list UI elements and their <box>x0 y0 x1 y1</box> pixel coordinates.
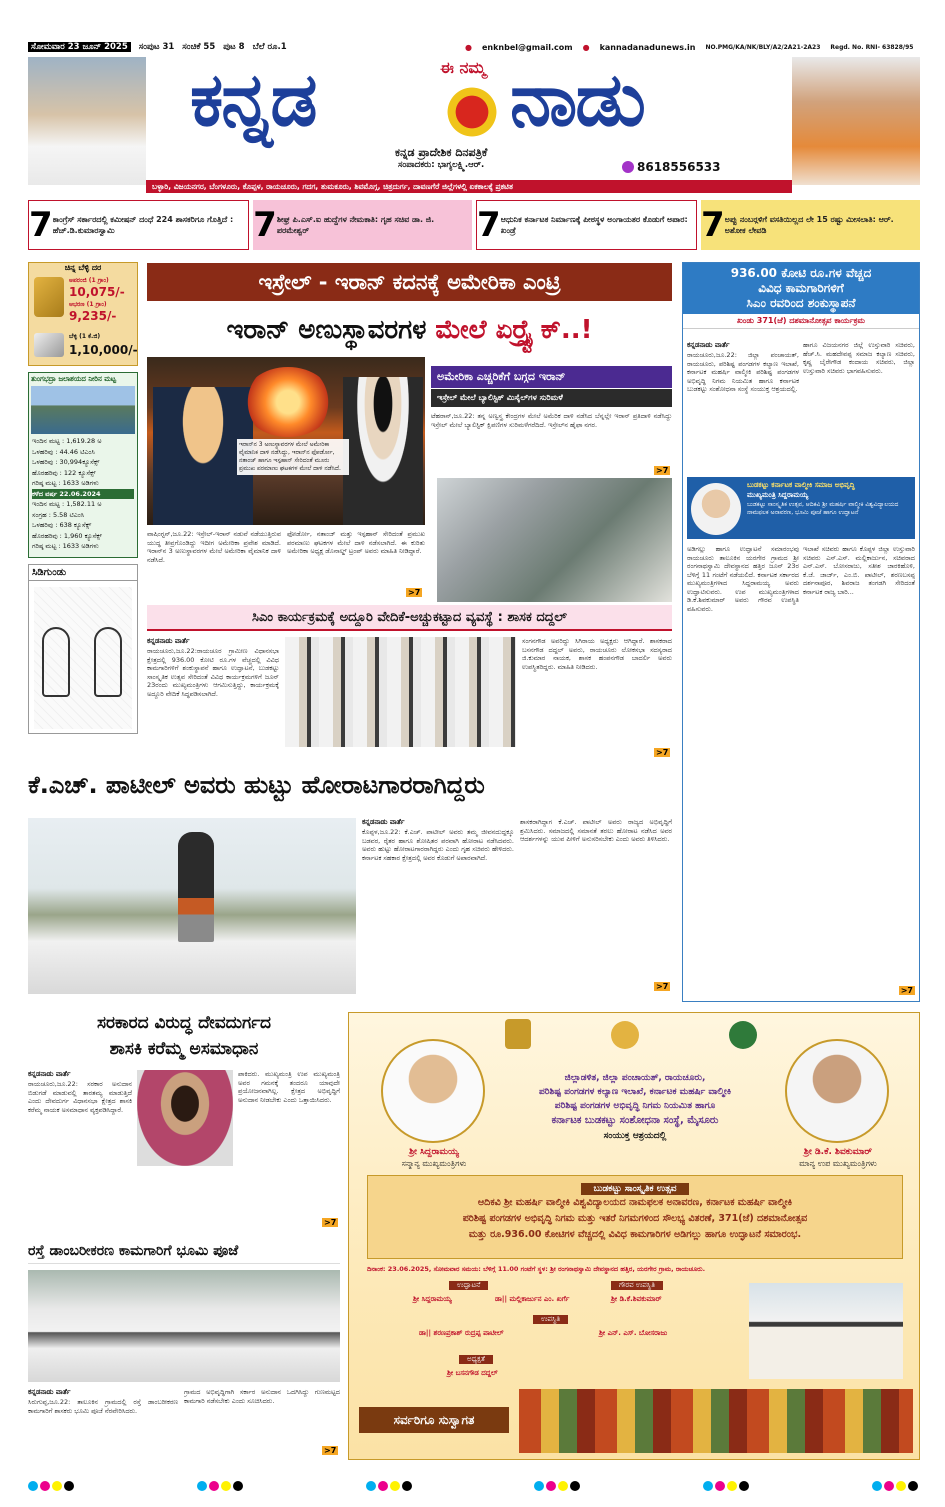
title-small: ಈ ನಮ್ಮ <box>440 58 486 77</box>
welcome-banner: ಸರ್ವರಿಗೂ ಸುಸ್ವಾಗತ <box>359 1407 509 1433</box>
dcm-name: ಶ್ರೀ ಡಿ.ಕೆ. ಶಿವಕುಮಾರ್ <box>803 1147 873 1157</box>
teaser-strip <box>28 200 920 250</box>
feature-body-c: ಅಡಿಗಲ್ಲು ಹಾಗೂ ಉದ್ಘಾಟನೆ ಸಮಾರಂಭವು ರಾಯಚೂರು ತಾಲೂಕಿನ ಯರಗೇರ ಗ್ರಾಮದ ಶ್ರೀ ರಂಗನಾಥಸ್ವಾಮಿ ದೇವಸ್ಥಾನದ ಹತ್ತಿರ ಜೂನ್ 23ರ ಬೆಳಿಗ್ಗೆ 11 ಗಂಟೆಗೆ ನಡೆಯಲಿದೆ. ಕರ್ನಾಟಕ ಸರ್ಕಾರದ ಮುಖ್ಯಮಂತ್ರಿಗಳಾದ ಸಿದ್ದರಾಮಯ್ಯ ಅವರು ಉದ್ಘಾಟಿಸುವರು. ಉಪ ಮುಖ್ಯಮಂತ್ರಿಗಳಾದ ಡಿ.ಕೆ.ಶಿವಕುಮಾರ್ ಅವರು ಗೌರವ ಉಪಸ್ಥಿತಿ ವಹಿಸುವರು. <box>687 545 799 613</box>
event-banner <box>367 1175 903 1259</box>
whatsapp-phone[interactable] <box>622 160 721 174</box>
headline-part-2: ಮೇಲೆ ಏರ್‍ಸ್ಟ್ರೈಕ್..! <box>435 315 593 345</box>
gold-22-label: ಆಭರಣ (1 ಗ್ರಾಂ) <box>69 301 107 308</box>
gold-24-label: ಅಪರಂಜಿ (1 ಗ್ರಾಂ) <box>69 277 109 284</box>
silver-price: 1,10,000/- <box>69 343 138 357</box>
cartoon-figure <box>42 627 70 697</box>
feature-body-d: ಇಲಾಖೆ ಸಚಿವರು ಹಾಗೂ ಕೊಪ್ಪಳ ಜಿಲ್ಲಾ ಉಸ್ತುವಾರಿ ಸಚಿವರು ಎಸ್.ಎಸ್. ಮಲ್ಲಿಕಾರ್ಜುನ, ಸಚಿವರಾದ ಎನ್.ಎಸ್. ಬೋಸರಾಜು, ಸತೀಶ ಜಾರಕಿಹೊಳಿ, ಕೆ.ಜೆ. ಜಾರ್ಜ್, ಎಂ.ಬಿ. ಪಾಟೀಲ್, ಶರಣಬಸಪ್ಪ ದರ್ಶನಾಪೂರ, ಶಿವರಾಜ ತಂಗಡಗಿ ಸೇರಿದಂತೆ ಕರ್ನಾಟಕ ರಾಜ್ಯ ಬಾರಿ... <box>803 545 915 596</box>
cartoon-box <box>28 564 138 734</box>
continued-link[interactable]: >7 <box>324 1446 337 1455</box>
karemma-headline[interactable] <box>28 1010 340 1064</box>
feature-title-line-2: ವಿವಿಧ ಕಾಮಗಾರಿಗಳಿಗೆ <box>758 281 844 295</box>
continued-link[interactable]: >7 <box>900 986 913 995</box>
teaser-4[interactable] <box>701 200 920 250</box>
cmyk-dots <box>703 1476 751 1490</box>
govt-advertisement[interactable] <box>348 1012 920 1460</box>
dam-data-row: ಸಂಗ್ರಹ : 5.58 ಟಿಎಂಸಿ <box>32 510 85 519</box>
event-line: ಮತ್ತು ರೂ.936.00 ಕೋಟಿಗಳ ವೆಚ್ಚದಲ್ಲಿ ವಿವಿಧ ಕಾಮಗಾರಿಗಳ ಅಡಿಗಲ್ಲು ಹಾಗೂ ಉದ್ಘಾಟನೆ ಸಮಾರಂಭ. <box>468 1229 802 1240</box>
dam-title: ತುಂಗಭದ್ರಾ ಜಲಾಶಯದ ನೀರಿನ ಮಟ್ಟ <box>31 375 117 383</box>
dcm-portrait <box>785 1039 889 1143</box>
inaug-name: ಶ್ರೀ ಸಿದ್ದರಾಮಯ್ಯ <box>413 1295 452 1303</box>
dam-data-row: ಇಂದಿನ ಮಟ್ಟ : 1,619.28 ಅ <box>32 437 102 445</box>
cm-photo <box>691 483 741 535</box>
event-title: ಬುಡಕಟ್ಟು ಸಾಂಸ್ಕೃತಿಕ ಉತ್ಸವ <box>581 1183 688 1195</box>
cm-portrait <box>381 1039 485 1143</box>
cartoon-image <box>34 587 132 729</box>
dadal-dateline: ಕನ್ನಡನಾಡು ವಾರ್ತೆ <box>147 637 190 645</box>
right-feature-box <box>682 262 920 1002</box>
presence-name: ಶ್ರೀ ಎನ್. ಎಸ್. ಬೋಸರಾಜು <box>599 1329 668 1337</box>
haifa-photo <box>437 478 672 602</box>
chair-name: ಶ್ರೀ ಬಸನಗೌಡ ದದ್ದಲ್ <box>447 1369 498 1377</box>
karemma-body-right: ಪಾಕಿದರು. ಮುಖ್ಯಮಂತ್ರಿ ಉಪ ಮುಖ್ಯಮಂತ್ರಿ ಅವರ ಗಮನಕ್ಕೆ ತಂದರೂ ಯಾವುದೇ ಪ್ರಯೋಜನವಾಗಿಲ್ಲ. ಕ್ಷೇತ್ರದ ಅಭಿವೃದ್ಧಿಗೆ ಅನುದಾನ ನೀಡಬೇಕು ಎಂದು ಒತ್ತಾಯಿಸಿದರು. <box>238 1070 340 1104</box>
event-line: ಆದಿಕವಿ ಶ್ರೀ ಮಹರ್ಷಿ ವಾಲ್ಮೀಕಿ ವಿಶ್ವವಿದ್ಯಾಲಯದ ನಾಮಫಲಕ ಅನಾವರಣ, ಕರ್ನಾಟಕ ಮಹರ್ಷಿ ವಾಲ್ಮೀಕಿ <box>477 1197 793 1208</box>
dam-data-row: ಇಂದಿನ ಮಟ್ಟ : 1,582.11 ಅ <box>32 500 102 508</box>
promo-line-1: ಬುಡಕಟ್ಟು ಕರ್ನಾಟಕ ವಾಲ್ಮೀಕಿ ಸಮಾಜ ಅಭಿವೃದ್ಧಿ <box>747 481 855 489</box>
continued-link[interactable]: >7 <box>656 466 669 475</box>
inaug-name: ಡಾ|| ಮಲ್ಲಿಕಾರ್ಜುನ ಎಂ. ಖರ್ಗೆ <box>495 1295 570 1303</box>
page-number: 7 <box>29 205 53 245</box>
teaser-text: ಶೀಘ್ರ ಪಿ.ಎಸ್.ಐ ಹುದ್ದೆಗಳ ನೇಮಕಾತಿ: ಗೃಹ ಸಚಿವ ಡಾ. ಜಿ. ಪರಮೇಶ್ವರ್ <box>276 215 435 235</box>
karemma-headline-1: ಸರಕಾರದ ವಿರುದ್ಧ ದೇವದುರ್ಗದ <box>96 1013 272 1033</box>
contact-bar <box>465 40 925 54</box>
dept-line: ಪರಿಶಿಷ್ಟ ಪಂಗಡಗಳ ಅಭಿವೃದ್ಧಿ ನಿಗಮ ನಿಯಮಿತ ಹಾಗೂ <box>554 1101 716 1111</box>
teaser-1[interactable] <box>28 200 249 250</box>
dept-line: ಕರ್ನಾಟಕ ಬುಡಕಟ್ಟು ಸಂಶೋಧನಾ ಸಂಸ್ಥೆ, ಮೈಸೂರು <box>551 1115 719 1126</box>
patil-body-left: ಕೊಪ್ಪಳ,ಜೂ.22: ಕೆ.ಎಚ್. ಪಾಟೀಲ್ ಅವರು ತಮ್ಮ ಜೀವನದುದ್ದಕ್ಕೂ ಬಡವರ, ರೈತರ ಹಾಗೂ ಶೋಷಿತರ ಪರವಾಗಿ ಹೋರಾಟ ನಡೆಸಿದವರು. ಅವರು ಹುಟ್ಟು ಹೋರಾಟಗಾರರಾಗಿದ್ದರು ಎಂದು ಗೃಹ ಸಚಿವರು ಹೇಳಿದರು. ಕರ್ನಾಟಕ ಸಹಕಾರ ಕ್ಷೇತ್ರದಲ್ಲಿ ಅವರ ಕೊಡುಗೆ ಅಪಾರವಾಗಿದೆ. <box>362 828 514 862</box>
karemma-dateline: ಕನ್ನಡನಾಡು ವಾರ್ತೆ <box>28 1070 71 1078</box>
dam-data-list <box>29 434 137 554</box>
lead-body-mid: ಫೋರ್ಡೋ, ನತಾಂಜ್ ಮತ್ತು ಇಸ್ಫಹಾನ್ ಸೇರಿದಂತೆ ಪ್ರಮುಖ ಪರಮಾಣು ಘಟಕಗಳ ಮೇಲೆ ದಾಳಿ ನಡೆಸಲಾಗಿದೆ. ಈ ಕುರಿತು ಅಮೇರಿಕಾ ಅಧ್ಯಕ್ಷ ಡೊನಾಲ್ಡ್ ಟ್ರಂಪ್ ಅವರು ಮಾಹಿತಿ ನೀಡಿದ್ದಾರೆ. <box>287 530 425 555</box>
dam-data-row: ಒಳಹರಿವು : 30,994ಕ್ಯೂಸೆಕ್ಸ್ <box>32 458 100 466</box>
reg-number: NO.PMG/KA/NK/BLY/A2/2A21-2A23 <box>705 43 821 51</box>
patil-photo <box>28 818 356 994</box>
gold-22-price: 9,235/- <box>69 309 117 323</box>
puja-headline[interactable]: ರಸ್ತೆ ಡಾಂಬರೀಕರಣ ಕಾಮಗಾರಿಗೆ ಭೂಮಿ ಪೂಜೆ <box>28 1238 340 1264</box>
dadal-body-left: ರಾಯಚೂರು,ಜೂ.22:ರಾಯಚೂರ ಗ್ರಾಮೀಣ ವಿಧಾನಸಭಾ ಕ್ಷೇತ್ರದಲ್ಲಿ 936.00 ಕೋಟಿ ರೂ.ಗಳ ವೆಚ್ಚದಲ್ಲಿ ವಿವಿಧ ಕಾಮಗಾರಿಗಳಿಗೆ ಶಂಕುಸ್ಥಾಪನೆ ಹಾಗೂ ಉದ್ಘಾಟನೆ, ಬುಡಕಟ್ಟು ಸಾಂಸ್ಕೃತಿಕ ಉತ್ಸವ ಸೇರಿದಂತೆ ವಿವಿಧ ಕಾರ್ಯಕ್ರಮಗಳಿಗೆ ಜೂನ್ 23ರಂದು ಮುಖ್ಯಮಂತ್ರಿಗಳು ಆಗಮಿಸುತ್ತಿದ್ದು, ಕಾರ್ಯಕ್ರಮಕ್ಕೆ ಅದ್ದೂರಿ ವೇದಿಕೆ ಸಿದ್ಧಪಡಿಸಲಾಗಿದೆ. <box>147 647 279 698</box>
patil-body-right: ಶಾಸಕರಾಗಿದ್ದಾಗ ಕೆ.ಎಚ್. ಪಾಟೀಲ್ ಅವರು ರಾಜ್ಯದ ಅಭಿವೃದ್ಧಿಗೆ ಶ್ರಮಿಸಿದರು. ಸಮಾಜದಲ್ಲಿ ಸಮಾನತೆ ತರಲು ಹೋರಾಟ ನಡೆಸಿದ ಅವರ ಆದರ್ಶಗಳನ್ನು ಯುವ ಪೀಳಿಗೆ ಅನುಸರಿಸಬೇಕು ಎಂದು ಅವರು ತಿಳಿಸಿದರು. <box>520 818 672 843</box>
dept-line: ಜಿಲ್ಲಾಡಳಿತ, ಜಿಲ್ಲಾ ಪಂಚಾಯತ್, ರಾಯಚೂರು, <box>564 1073 706 1083</box>
gold-image <box>34 277 64 317</box>
teaser-text: ಕಾಂಗ್ರೆಸ್ ಸರ್ಕಾರದಲ್ಲಿ ಕಮೀಷನ್ ದಂಧೆ 224 ಶಾಸಕರಿಗೂ ಗೊತ್ತಿದೆ : ಹೆಚ್.ಡಿ.ಕುಮಾರಸ್ವಾಮಿ <box>52 215 234 235</box>
dam-data-row: ಗರಿಷ್ಠ ಮಟ್ಟ : 1633 ಅಡಿಗಳು <box>32 479 99 487</box>
feature-title[interactable] <box>683 263 919 314</box>
dadal-body-right: ಸಂಗನಗೌಡ ಅವರಿದ್ದು ಸಿಗಿರಾಯ ಅಧ್ಯಕ್ಷರು ಆಗಿದ್ದಾರೆ. ಶಾಸಕರಾದ ಬಸನಗೌಡ ದದ್ದಲ್ ಅವರು, ರಾಯಚೂರು ಲೋಕಸಭಾ ಸದಸ್ಯರಾದ ಜಿ.ಕುಮಾರ ನಾಯಕ, ಶಾಸಕ ಹಂಪನಗೌಡ ಬಾದರ್ಲಿ ಅವರು ಉಪಸ್ಥಿತರಿದ್ದರು. ಮಾಹಿತಿ ನೀಡಿದರು. <box>522 637 672 671</box>
lead-subhead-1[interactable]: ಅಮೇರಿಕಾ ಎಚ್ಚರಿಕೆಗೆ ಬಗ್ಗದ ಇರಾನ್ <box>431 366 672 388</box>
cmyk-dots <box>366 1476 414 1490</box>
email[interactable]: enknbel@gmail.com <box>481 42 573 52</box>
cartoon-title: ಸಿಡಿಗುಂಡು <box>29 565 137 581</box>
patil-headline[interactable]: ಕೆ.ಎಚ್. ಪಾಟೀಲ್ ಅವರು ಹುಟ್ಟು ಹೋರಾಟಗಾರರಾಗಿದ್ದರು <box>28 771 485 799</box>
feature-body-a: ರಾಯಚೂರು,ಜೂ.22: ಜಿಲ್ಲಾ ಪಂಚಾಯತ್, ರಾಯಚೂರು, ಪರಿಶಿಷ್ಟ ಪಂಗಡಗಳ ಕಲ್ಯಾಣ ಇಲಾಖೆ, ಕರ್ನಾಟಕ ಮಹರ್ಷಿ ವಾಲ್ಮೀಕಿ ಪರಿಶಿಷ್ಟ ಪಂಗಡಗಳ ಅಭಿವೃದ್ಧಿ ನಿಗಮ ನಿಯಮಿತ ಹಾಗೂ ಕರ್ನಾಟಕ ಬುಡಕಟ್ಟು ಸಂಶೋಧನಾ ಸಂಸ್ಥೆ ಸಂಯುಕ್ತ ಆಶ್ರಯದಲ್ಲಿ. <box>687 351 799 393</box>
cm-role: ಸನ್ಮಾನ್ಯ ಮುಖ್ಯಮಂತ್ರಿಗಳು <box>401 1159 467 1168</box>
portrait-right <box>792 57 920 185</box>
continued-link[interactable]: >7 <box>324 1218 337 1227</box>
lead-kicker[interactable]: ಇಸ್ರೇಲ್ - ಇರಾನ್ ಕದನಕ್ಕೆ ಅಮೇರಿಕಾ ಎಂಟ್ರಿ <box>147 263 672 301</box>
khamenei-photo <box>343 377 423 525</box>
continued-link[interactable]: >7 <box>656 982 669 991</box>
pages: ಪುಟ 8 <box>223 42 245 52</box>
puja-dateline: ಕನ್ನಡನಾಡು ವಾರ್ತೆ <box>28 1388 71 1396</box>
cm-name: ಶ್ರೀ ಸಿದ್ದರಾಮಯ್ಯ <box>409 1147 459 1157</box>
feature-body-b: ಹಾಗೂ ವಿಜಯನಗರ ಜಿಲ್ಲೆ ಉಸ್ತುವಾರಿ ಸಚಿವರು, ಹೆಚ್.ಸಿ. ಮಹದೇವಪ್ಪ ಸಮಾಜ ಕಲ್ಯಾಣ ಸಚಿವರು, ಕೃಷ್ಣ ಬೈರೇಗೌಡ ಕಂದಾಯ ಸಚಿವರು, ಜಿಲ್ಲಾ ಉಸ್ತುವಾರಿ ಸಚಿವರು ಭಾಗವಹಿಸುವರು. <box>803 341 915 375</box>
dam-data-row: ಒಳಹರಿವು : 638 ಕ್ಯೂಸೆಕ್ಸ್ <box>32 521 92 529</box>
silver-label: ಬೆಳ್ಳಿ (1 ಕೆ.ಜಿ) <box>69 333 101 340</box>
editor-line: ಸಂಪಾದಕರು: ಭಾಗ್ಯಲಕ್ಷ್ಮಿ.ಆರ್. <box>398 160 485 170</box>
inauguration-label: ಉದ್ಘಾಟನೆ <box>449 1281 488 1290</box>
puja-body-left: ಸಿರುಗುಪ್ಪ,ಜೂ.22: ತಾಲೂಕಿನ ಗ್ರಾಮದಲ್ಲಿ ರಸ್ತೆ ಡಾಂಬರೀಕರಣ ಕಾಮಗಾರಿಗೆ ಶಾಸಕರು ಭೂಮಿ ಪೂಜೆ ನೆರವೇರಿಸಿದರು. <box>28 1398 178 1415</box>
event-line: ಪರಿಶಿಷ್ಟ ಪಂಗಡಗಳ ಅಭಿವೃದ್ಧಿ ನಿಗಮ ಮತ್ತು ಇತರೆ ನಿಗಮಗಳಿಂದ ಸೌಲಭ್ಯ ವಿತರಣೆ, 371(ಜೆ) ದಶಮಾನೋತ್ಸವ <box>462 1213 808 1224</box>
teaser-text: ಆಧುನಿಕ ಕರ್ನಾಟಕ ನಿರ್ಮಾಣಕ್ಕೆ ಪೀಠಸ್ಥಳ ಅಂಗಾಯತರ ಕೊಡುಗೆ ಅಪಾರ: ಖಂಡ್ರೆ <box>500 215 688 235</box>
website[interactable]: kannadanadunews.in <box>599 42 696 52</box>
title-right: ನಾಡು <box>510 57 644 143</box>
dcm-role: ಮಾನ್ಯ ಉಪ ಮುಖ್ಯಮಂತ್ರಿಗಳು <box>799 1159 877 1168</box>
gold-24-price: 10,075/- <box>69 285 125 299</box>
email-icon: ● <box>465 42 472 52</box>
cm-promo[interactable] <box>687 477 915 539</box>
lead-body-right: ಟೆಹರಾನ್,ಜೂ.22: ತನ್ನ ಅಣ್ವಸ್ತ್ರ ಕೇಂದ್ರಗಳ ಮೇಲೆ ಅಮೆರಿಕ ದಾಳಿ ನಡೆಸಿದ ಬೆನ್ನಲ್ಲೇ ಇರಾನ್ ಪ್ರತಿದಾಳಿ ನಡೆಸಿದ್ದು ಇಸ್ರೇಲ್ ಮೇಲೆ ಬ್ಯಾಲಿಸ್ಟಿಕ್ ಕ್ಷಿಪಣಿಗಳ ಸುರಿಮಳೆಗರೆದಿದೆ. ಇಸ್ರೇಲ್‌ನ ಹೈಫಾ ನಗರ. <box>431 412 672 429</box>
feature-title-line-3: ಸಿಎಂ ರವರಿಂದ ಶಂಕುಸ್ಥಾಪನೆ <box>746 296 856 310</box>
puja-photo <box>28 1270 340 1382</box>
lead-photo-caption: ಇರಾನ್‌ನ 3 ಅಣುಸ್ಥಾವರಗಳ ಮೇಲೆ ಅಮೇರಿಕಾ ವೈಮಾನಿಕ ದಾಳಿ ನಡೆಸಿದ್ದು, ಇರಾನ್‌ನ ಫೋರ್ಡೋ, ನತಾಂಜ್ ಹಾಗೂ ಇಸ್ಫಹಾನ್ ಸೇರಿದಂತೆ ಮೂರು ಪ್ರಮುಖ ಪರಮಾಣು ಘಟಕಗಳ ಮೇಲೆ ದಾಳಿ ನಡೆಸಿದೆ. <box>237 439 349 475</box>
cmyk-dots <box>28 1476 76 1490</box>
presence-label: ಉಪಸ್ಥಿತಿ <box>533 1315 568 1324</box>
district-strip: ಬಳ್ಳಾರಿ, ವಿಜಯನಗರ, ಬೆಂಗಳೂರು, ಕೊಪ್ಪಳ, ರಾಯಚೂರು, ಗದಗ, ತುಮಕೂರು, ಶಿವಮೊಗ್ಗ, ಚಿತ್ರದುರ್ಗ, ದಾವಣಗೆರೆ ಜಿಲ್ಲೆಗಳಲ್ಲಿ ಏಕಕಾಲಕ್ಕೆ ಪ್ರಕಟಿತ <box>146 180 792 193</box>
masthead <box>0 0 945 200</box>
page-number: 7 <box>253 205 277 245</box>
teaser-3[interactable] <box>476 200 697 250</box>
dept-line: ಸಂಯುಕ್ತ ಆಶ್ರಯದಲ್ಲಿ <box>603 1131 667 1141</box>
volume: ಸಂಪುಟ 31 <box>138 42 175 52</box>
dam-image <box>31 386 135 434</box>
ad-event-photo <box>749 1283 903 1379</box>
lead-headline[interactable] <box>147 308 672 352</box>
dam-data-row: ಒಳಹರಿವು : 44.46 ಟಿಎಂಸಿ <box>32 447 95 456</box>
lead-photo <box>147 357 425 525</box>
tagline: ಕನ್ನಡ ಪ್ರಾದೇಶಿಕ ದಿನಪತ್ರಿಕೆ <box>395 146 488 159</box>
presence-name: ಡಾ|| ಶರಣಪ್ರಕಾಶ್ ರುದ್ರಪ್ಪ ಪಾಟೀಲ್ <box>419 1329 504 1337</box>
price: ಬೆಲೆ ರೂ.1 <box>252 42 287 52</box>
portrait-left <box>28 57 146 185</box>
cmyk-dots <box>197 1476 245 1490</box>
cmyk-dots <box>872 1476 920 1490</box>
silver-image <box>34 333 64 357</box>
dadal-headline[interactable]: ಸಿಎಂ ಕಾರ್ಯಕ್ರಮಕ್ಕೆ ಅದ್ದೂರಿ ವೇದಿಕೆ-ಅಚ್ಚುಕಟ್ಟಾದ ವ್ಯವಸ್ಥೆ : ಶಾಸಕ ದದ್ದಲ್ <box>147 605 672 631</box>
issue-date: ಸೋಮವಾರ 23 ಜೂನ್ 2025 <box>28 42 131 52</box>
karemma-body-left: ರಾಯಚೂರು,ಜೂ.22: ಸರಕಾರ ಅನುದಾನ ಬಿಡುಗಡೆ ಮಾಡುವಲ್ಲಿ ತಾರತಮ್ಯ ಮಾಡುತ್ತಿದೆ ಎಂದು ದೇವದುರ್ಗ ವಿಧಾನಸಭಾ ಕ್ಷೇತ್ರದ ಶಾಸಕಿ ಕರೆಮ್ಮ ನಾಯಕ ಅಸಮಾಧಾನ ವ್ಯಕ್ತಪಡಿಸಿದ್ದಾರೆ. <box>28 1080 132 1114</box>
dam-data-row: ಹೊರಹರಿವು : 1,960 ಕ್ಯೂಸೆಕ್ಸ್ <box>32 531 102 540</box>
guest-name: ಶ್ರೀ ಡಿ.ಕೆ.ಶಿವಕುಮಾರ್ <box>611 1295 662 1303</box>
dam-data-row: ಹೊರಹರಿವು : 122 ಕ್ಯೂಸೆಕ್ಸ್ <box>32 468 96 477</box>
globe-icon: ● <box>582 42 590 52</box>
statue-graphic <box>178 832 214 942</box>
event-when-where: ದಿನಾಂಕ: 23.06.2025, ಸೋಮವಾರ ಸಮಯ: ಬೆಳಿಗ್ಗೆ 11.00 ಗಂಟೆಗೆ ಸ್ಥಳ: ಶ್ರೀ ರಂಗನಾಥಸ್ವಾಮಿ ದೇವಸ್ಥಾನದ ಹತ್ತಿರ, ಯರಗೇರ ಗ್ರಾಮ, ರಾಯಚೂರು. <box>367 1265 706 1273</box>
continued-link[interactable]: >7 <box>408 588 421 597</box>
karnataka-emblem <box>445 82 499 142</box>
gold-rate-title: ಚಿನ್ನ ಬೆಳ್ಳಿ ದರ <box>64 263 102 272</box>
print-registration-marks <box>28 1476 920 1490</box>
karemma-photo <box>137 1070 233 1166</box>
promo-line-3: ಬುಡಕಟ್ಟು ಸಾಂಸ್ಕೃತಿಕ ಉತ್ಸವ, ಆದಿಕವಿ ಶ್ರೀ ಮಹರ್ಷಿ ವಾಲ್ಮೀಕಿ ವಿಶ್ವವಿದ್ಯಾಲಯದ ನಾಮಫಲಕ ಅನಾವರಣ, ಭೂಮಿ ಪೂಜೆ ಹಾಗೂ ಉದ್ಘಾಟನೆ <box>747 501 899 516</box>
lead-subhead-2[interactable]: ಇಸ್ರೇಲ್ ಮೇಲೆ ಬ್ಯಾಲಿಸ್ಟಿಕ್ ಮಿಸೈಲ್‌ಗಳ ಸುರಿಮಳೆ <box>431 389 672 407</box>
cartoon-figure <box>94 627 122 697</box>
whatsapp-icon <box>622 161 634 173</box>
dam-level-box <box>28 372 138 558</box>
feature-dateline: ಕನ್ನಡನಾಡು ವಾರ್ತೆ <box>687 341 730 349</box>
karemma-headline-2: ಶಾಸಕಿ ಕರೆಮ್ಮ ಅಸಮಾಧಾನ <box>109 1039 259 1059</box>
dateline-bar <box>28 40 458 54</box>
page-number: 7 <box>701 205 725 245</box>
patil-dateline: ಕನ್ನಡನಾಡು ವಾರ್ತೆ <box>362 818 405 826</box>
rni-number: Regd. No. RNI- 63828/95 <box>830 43 914 51</box>
title-left: ಕನ್ನಡ <box>190 57 316 143</box>
ad-emblem <box>611 1021 639 1049</box>
phone-number: 8618556533 <box>637 160 721 174</box>
issue: ಸಂಚಿಕೆ 55 <box>182 42 216 52</box>
teaser-2[interactable] <box>253 200 472 250</box>
dept-line: ಪರಿಶಿಷ್ಟ ಪಂಗಡಗಳ ಕಲ್ಯಾಣ ಇಲಾಖೆ, ಕರ್ನಾಟಕ ಮಹರ್ಷಿ ವಾಲ್ಮೀಕಿ <box>538 1087 732 1097</box>
lead-body-left: ವಾಷಿಂಗ್ಟನ್,ಜೂ.22: ಇಸ್ರೇಲ್-ಇರಾನ್ ನಡುವೆ ನಡೆಯುತ್ತಿರುವ ಯುದ್ಧ ತೀವ್ರಗೊಂಡಿದ್ದು ಇದೀಗ ಅಮೇರಿಕಾ ಪ್ರವೇಶ ಮಾಡಿದೆ. ಇರಾನ್‌ನ 3 ಅಣುಸ್ಥಾವರಗಳ ಮೇಲೆ ಅಮೇರಿಕಾ ವೈಮಾನಿಕ ದಾಳಿ ನಡೆಸಿದೆ. <box>147 530 281 564</box>
gold-rate-box <box>28 262 138 366</box>
dam-data-row: ಗರಿಷ್ಠ ಮಟ್ಟ : 1633 ಅಡಿಗಳು <box>32 542 99 550</box>
headline-part-1: ಇರಾನ್ ಅಣುಸ್ಥಾವರಗಳ <box>226 315 436 345</box>
cmyk-dots <box>534 1476 582 1490</box>
guest-label: ಗೌರವ ಉಪಸ್ಥಿತಿ <box>611 1281 663 1290</box>
feature-title-line-1: 936.00 ಕೋಟಿ ರೂ.ಗಳ ವೆಚ್ಚದ <box>730 266 872 280</box>
promo-line-2: ಮುಖ್ಯಮಂತ್ರಿ ಸಿದ್ದರಾಮಯ್ಯ <box>747 491 809 499</box>
ad-emblem <box>505 1019 531 1049</box>
continued-link[interactable]: >7 <box>656 748 669 757</box>
puja-body-right: ಗ್ರಾಮದ ಅಭಿವೃದ್ಧಿಗಾಗಿ ಸರ್ಕಾರ ಅನುದಾನ ಒದಗಿಸಿದ್ದು ಗುಣಮಟ್ಟದ ಕಾಮಗಾರಿ ನಡೆಸಬೇಕು ಎಂದು ಸೂಚಿಸಿದರು. <box>184 1388 340 1405</box>
dam-data-row: ಕಳೆದ ವರ್ಷ 22.06.2024 <box>32 489 134 500</box>
feature-kicker: ಖಂಡು 371(ಜೆ) ದಶಮಾನೋತ್ಸವ ಕಾರ್ಯಕ್ರಮ <box>683 314 919 329</box>
chair-label: ಅಧ್ಯಕ್ಷತೆ <box>459 1355 493 1364</box>
teaser-text: ಅಪ್ಪು ನಂಬರ್‍ಗಳಿಗೆ ವಸತಿಯಿಲ್ಲದ ಲೇ 15 ರಷ್ಟು ಮೀಸಲಾತಿ: ಆರ್. ಅಶೋಕ ಲೇವಡಿ <box>724 215 894 235</box>
explosion-graphic <box>243 367 333 437</box>
ad-culture-photos <box>519 1389 913 1453</box>
page-number: 7 <box>477 205 501 245</box>
dadal-photo <box>285 637 516 747</box>
ad-emblem <box>729 1021 757 1049</box>
ad-departments <box>487 1071 783 1143</box>
